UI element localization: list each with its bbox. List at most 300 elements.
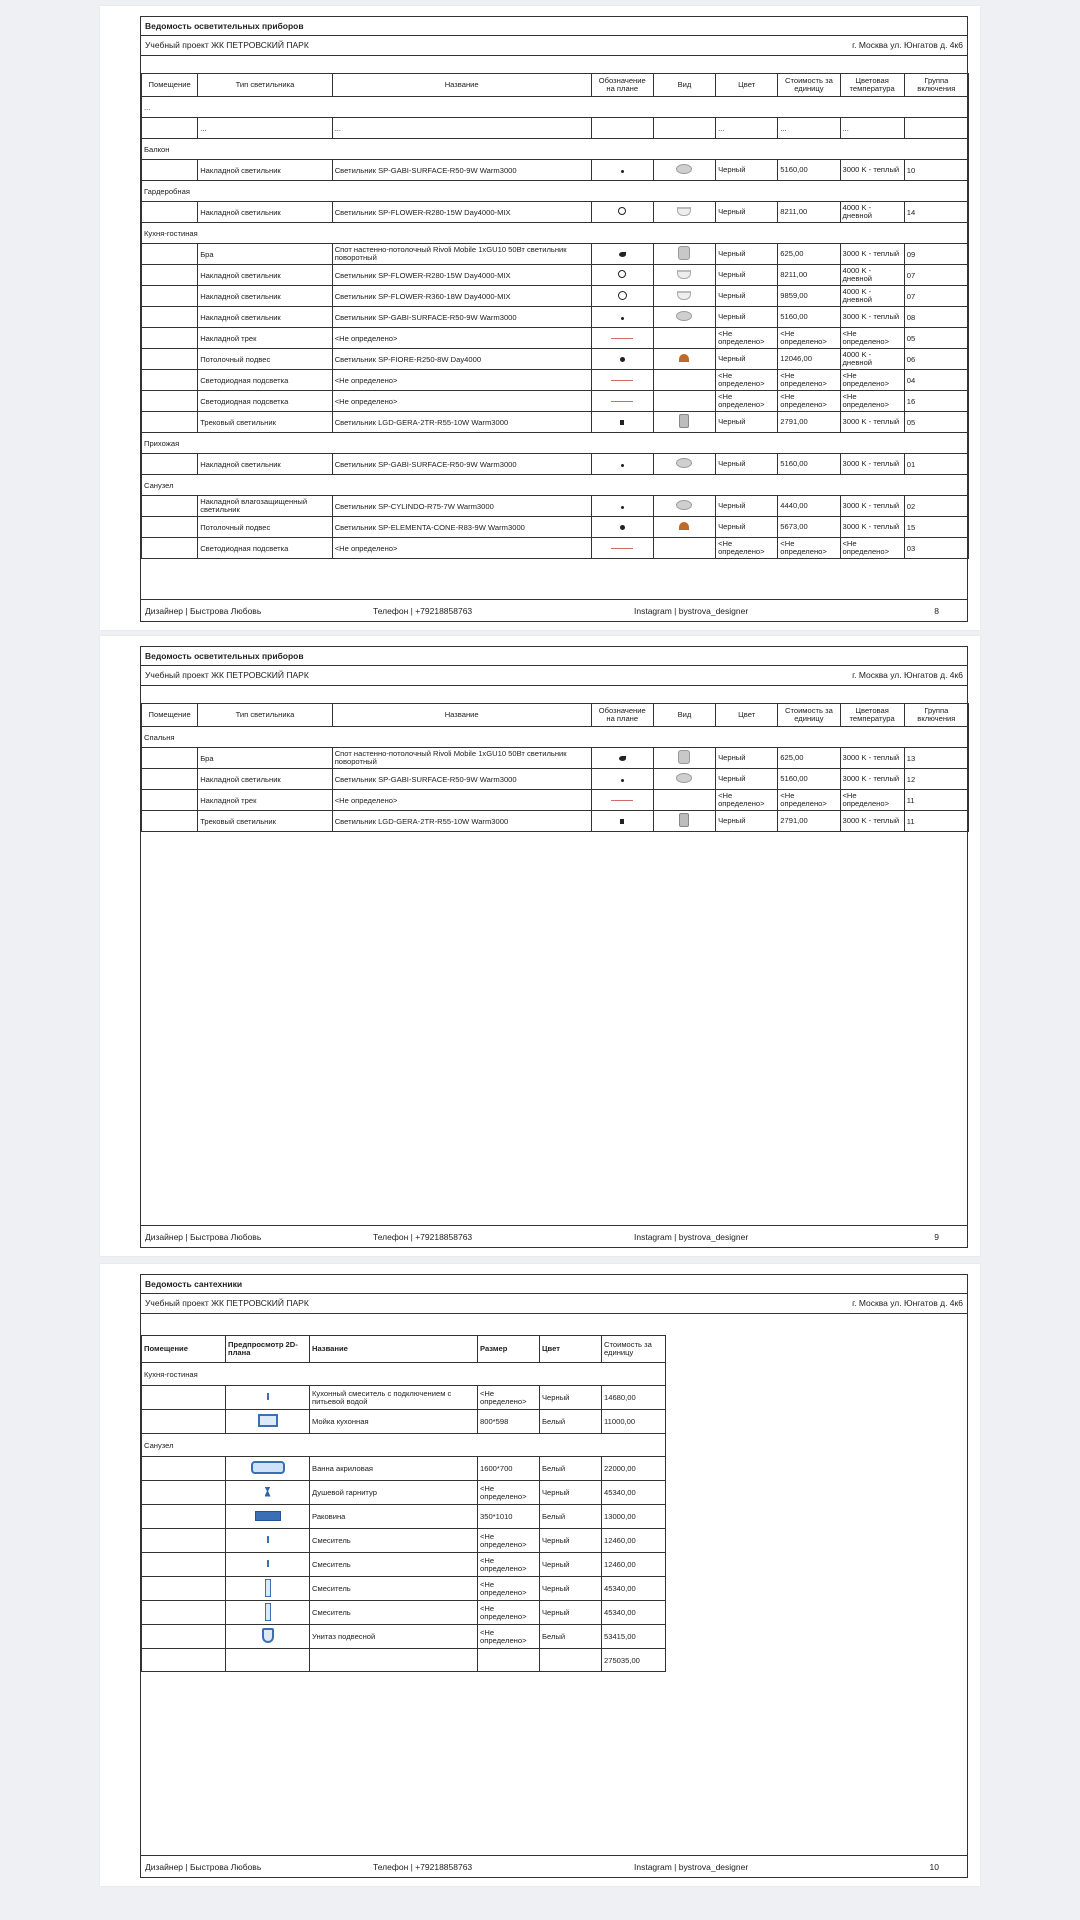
temp-cell: <Не определено> bbox=[840, 790, 904, 811]
plan-symbol-cell bbox=[591, 244, 653, 265]
plan-symbol-cell bbox=[591, 202, 653, 223]
view-cell bbox=[653, 538, 715, 559]
table-header-row bbox=[142, 74, 969, 97]
table-row bbox=[142, 328, 969, 349]
color-cell: Черный bbox=[716, 349, 778, 370]
price-cell: 5160,00 bbox=[778, 160, 840, 181]
plan-symbol-cell bbox=[591, 811, 653, 832]
color-cell: Черный bbox=[716, 307, 778, 328]
table-row bbox=[142, 496, 969, 517]
instagram-label: Instagram | bystrova_designer bbox=[634, 1862, 749, 1872]
plan-dot-symbol bbox=[621, 464, 624, 467]
table-row bbox=[142, 454, 969, 475]
table-cell bbox=[540, 1649, 602, 1672]
instagram-label: Instagram | bystrova_designer bbox=[634, 1232, 749, 1242]
fixture-type: Светодиодная подсветка bbox=[198, 370, 332, 391]
table-row bbox=[142, 412, 969, 433]
room-row bbox=[142, 139, 969, 160]
color-cell: Черный bbox=[716, 496, 778, 517]
group-cell: 15 bbox=[904, 517, 968, 538]
table-cell bbox=[226, 1649, 310, 1672]
group-cell: 07 bbox=[904, 286, 968, 307]
size-cell: <Не определено> bbox=[478, 1601, 540, 1625]
kitchen-sink-icon bbox=[258, 1414, 278, 1427]
table-row bbox=[142, 370, 969, 391]
view-cell bbox=[653, 811, 715, 832]
fixture-type: Накладной влагозащищенный светильник bbox=[198, 496, 332, 517]
table-row bbox=[142, 1601, 666, 1625]
color-cell: Белый bbox=[540, 1505, 602, 1529]
room-header: Помещение bbox=[142, 1336, 226, 1363]
price-cell: 8211,00 bbox=[778, 265, 840, 286]
group-cell: 04 bbox=[904, 370, 968, 391]
view-cell bbox=[653, 790, 715, 811]
price-cell: 625,00 bbox=[778, 748, 840, 769]
sheet-frame bbox=[140, 16, 968, 622]
room-cell bbox=[142, 1505, 226, 1529]
room-cell bbox=[142, 517, 198, 538]
price-header: Стоимость за единицу bbox=[602, 1336, 666, 1363]
price-cell: 22000,00 bbox=[602, 1457, 666, 1481]
room-cell bbox=[142, 790, 198, 811]
fixture-name: Душевой гарнитур bbox=[310, 1481, 478, 1505]
price-cell: <Не определено> bbox=[778, 370, 840, 391]
sheet-page-8 bbox=[100, 6, 980, 630]
table-cell: ... bbox=[332, 118, 591, 139]
room-row bbox=[142, 223, 969, 244]
temp-cell: 3000 K - теплый bbox=[840, 769, 904, 790]
table-row bbox=[142, 286, 969, 307]
color-cell: <Не определено> bbox=[716, 370, 778, 391]
preview-cell bbox=[226, 1529, 310, 1553]
preview-cell bbox=[226, 1577, 310, 1601]
room-header: Помещение bbox=[142, 74, 198, 97]
fixture-type: Накладной светильник bbox=[198, 202, 332, 223]
price-cell: 45340,00 bbox=[602, 1577, 666, 1601]
total-price: 275035,00 bbox=[602, 1649, 666, 1672]
table-row bbox=[142, 790, 969, 811]
group-cell: 02 bbox=[904, 496, 968, 517]
table-row bbox=[142, 1505, 666, 1529]
table-row bbox=[142, 748, 969, 769]
price-header: Стоимость за единицу bbox=[778, 704, 840, 727]
price-header: Стоимость за единицу bbox=[778, 74, 840, 97]
group-cell: 14 bbox=[904, 202, 968, 223]
fixture-name: Светильник SP-GABI-SURFACE-R50-9W Warm3000 bbox=[332, 769, 591, 790]
sheet-title: Ведомость сантехники bbox=[141, 1275, 967, 1294]
color-cell: Белый bbox=[540, 1410, 602, 1434]
phone-label: Телефон | +79218858763 bbox=[373, 1232, 473, 1242]
table-row bbox=[142, 160, 969, 181]
fixture-name: Ванна акриловая bbox=[310, 1457, 478, 1481]
table-row bbox=[142, 391, 969, 412]
phone-label: Телефон | +79218858763 bbox=[373, 1862, 473, 1872]
color-cell: Черный bbox=[540, 1553, 602, 1577]
size-cell: <Не определено> bbox=[478, 1577, 540, 1601]
table-cell: ... bbox=[716, 118, 778, 139]
project-name: Учебный проект ЖК ПЕТРОВСКИЙ ПАРК bbox=[145, 40, 309, 50]
room-cell bbox=[142, 349, 198, 370]
fixture-type: Светодиодная подсветка bbox=[198, 538, 332, 559]
fixture-name: Смеситель bbox=[310, 1529, 478, 1553]
fixture-name: <Не определено> bbox=[332, 391, 591, 412]
fixture-photo-icon bbox=[676, 773, 692, 783]
color-cell: Черный bbox=[540, 1529, 602, 1553]
room-name: Кухня-гостиная bbox=[142, 223, 969, 244]
room-row bbox=[142, 97, 969, 118]
sheet-footer bbox=[141, 1855, 967, 1878]
spotlight-photo-icon bbox=[678, 246, 690, 260]
plan-track-symbol bbox=[620, 819, 624, 824]
fixture-type: Трековый светильник bbox=[198, 811, 332, 832]
room-cell bbox=[142, 391, 198, 412]
total-row bbox=[142, 1649, 666, 1672]
table-row bbox=[142, 307, 969, 328]
table-cell bbox=[142, 1649, 226, 1672]
project-address: г. Москва ул. Юнгатов д. 4к6 bbox=[852, 40, 963, 50]
view-cell bbox=[653, 349, 715, 370]
name-header: Название bbox=[332, 704, 591, 727]
table-header-row bbox=[142, 704, 969, 727]
table-cell bbox=[904, 118, 968, 139]
plan-symbol-cell bbox=[591, 328, 653, 349]
fixture-type: Накладной светильник bbox=[198, 160, 332, 181]
view-cell bbox=[653, 454, 715, 475]
name-header: Название bbox=[310, 1336, 478, 1363]
plan-ring-symbol bbox=[618, 270, 626, 278]
group-header: Группа включения bbox=[904, 704, 968, 727]
preview-cell bbox=[226, 1457, 310, 1481]
temp-cell: <Не определено> bbox=[840, 370, 904, 391]
room-cell bbox=[142, 1553, 226, 1577]
project-name: Учебный проект ЖК ПЕТРОВСКИЙ ПАРК bbox=[145, 1298, 309, 1308]
room-cell bbox=[142, 160, 198, 181]
table-row bbox=[142, 1553, 666, 1577]
color-cell: Белый bbox=[540, 1625, 602, 1649]
name-header: Название bbox=[332, 74, 591, 97]
plan-dot-symbol bbox=[621, 170, 624, 173]
project-address: г. Москва ул. Юнгатов д. 4к6 bbox=[852, 1298, 963, 1308]
temp-cell: 3000 K - теплый bbox=[840, 517, 904, 538]
temp-cell: 3000 K - теплый bbox=[840, 412, 904, 433]
preview-cell bbox=[226, 1553, 310, 1577]
room-name: Гардеробная bbox=[142, 181, 969, 202]
color-cell: <Не определено> bbox=[716, 328, 778, 349]
color-cell: <Не определено> bbox=[716, 538, 778, 559]
view-cell bbox=[653, 286, 715, 307]
view-cell bbox=[653, 769, 715, 790]
room-cell bbox=[142, 202, 198, 223]
view-cell bbox=[653, 412, 715, 433]
plan-symbol-cell bbox=[591, 391, 653, 412]
fixture-type: Накладной светильник bbox=[198, 307, 332, 328]
table-row bbox=[142, 1529, 666, 1553]
table-row bbox=[142, 265, 969, 286]
fixture-name: Светильник SP-FLOWER-R280-15W Day4000-MIX bbox=[332, 265, 591, 286]
price-cell: 9859,00 bbox=[778, 286, 840, 307]
fixture-type: Накладной светильник bbox=[198, 454, 332, 475]
page-number: 9 bbox=[934, 1232, 939, 1242]
faucet-icon bbox=[267, 1393, 269, 1400]
room-cell bbox=[142, 286, 198, 307]
view-cell bbox=[653, 517, 715, 538]
fixture-photo-icon bbox=[676, 311, 692, 321]
faucet-icon bbox=[267, 1536, 269, 1543]
sheet-frame bbox=[140, 1274, 968, 1878]
group-cell: 12 bbox=[904, 769, 968, 790]
price-cell: 5160,00 bbox=[778, 307, 840, 328]
price-cell: 8211,00 bbox=[778, 202, 840, 223]
fixture-name: Светильник SP-FLOWER-R360-18W Day4000-MIX bbox=[332, 286, 591, 307]
view-cell bbox=[653, 496, 715, 517]
room-cell bbox=[142, 244, 198, 265]
group-cell: 05 bbox=[904, 412, 968, 433]
color-cell: Черный bbox=[716, 748, 778, 769]
group-cell: 13 bbox=[904, 748, 968, 769]
room-row bbox=[142, 1434, 666, 1457]
track-light-photo-icon bbox=[679, 414, 689, 428]
phone-label: Телефон | +79218858763 bbox=[373, 606, 473, 616]
room-name: ... bbox=[142, 97, 969, 118]
plan-dot-symbol bbox=[621, 779, 624, 782]
room-row bbox=[142, 1363, 666, 1386]
temp-cell: <Не определено> bbox=[840, 538, 904, 559]
price-cell: 45340,00 bbox=[602, 1481, 666, 1505]
price-cell: 12046,00 bbox=[778, 349, 840, 370]
fixture-name: Унитаз подвесной bbox=[310, 1625, 478, 1649]
temp-cell: 3000 K - теплый bbox=[840, 748, 904, 769]
room-cell bbox=[142, 454, 198, 475]
color-cell: <Не определено> bbox=[716, 790, 778, 811]
price-cell: <Не определено> bbox=[778, 391, 840, 412]
room-header: Помещение bbox=[142, 704, 198, 727]
size-header: Размер bbox=[478, 1336, 540, 1363]
plan-symbol-cell bbox=[591, 517, 653, 538]
size-cell: <Не определено> bbox=[478, 1553, 540, 1577]
sheet-title: Ведомость осветительных приборов bbox=[141, 647, 967, 666]
shower-set-icon bbox=[265, 1487, 271, 1497]
room-cell bbox=[142, 748, 198, 769]
fixture-type: Бра bbox=[198, 244, 332, 265]
group-cell: 03 bbox=[904, 538, 968, 559]
plan-symbol-cell bbox=[591, 769, 653, 790]
plan-symbol-cell bbox=[591, 160, 653, 181]
color-cell: Черный bbox=[716, 412, 778, 433]
plan-line-symbol bbox=[611, 380, 633, 381]
price-cell: 4440,00 bbox=[778, 496, 840, 517]
sheet-page-10 bbox=[100, 1264, 980, 1886]
plan-symbol-cell bbox=[591, 349, 653, 370]
designer-label: Дизайнер | Быстрова Любовь bbox=[145, 1862, 262, 1872]
fixture-type: Светодиодная подсветка bbox=[198, 391, 332, 412]
color-cell: Черный bbox=[716, 160, 778, 181]
group-cell: 11 bbox=[904, 811, 968, 832]
size-cell: <Не определено> bbox=[478, 1625, 540, 1649]
plan-line-symbol bbox=[611, 401, 633, 402]
temp-cell: 3000 K - теплый bbox=[840, 811, 904, 832]
plan-dot-symbol bbox=[621, 317, 624, 320]
room-name: Санузел bbox=[142, 1434, 666, 1457]
color-cell: Черный bbox=[716, 244, 778, 265]
fixture-name: Мойка кухонная bbox=[310, 1410, 478, 1434]
fixture-photo-icon bbox=[676, 164, 692, 174]
mixer-icon bbox=[265, 1579, 271, 1597]
price-cell: 11000,00 bbox=[602, 1410, 666, 1434]
spotlight-photo-icon bbox=[678, 750, 690, 764]
temp-cell: 4000 K - дневной bbox=[840, 202, 904, 223]
plan-symbol-cell bbox=[591, 370, 653, 391]
plan-symbol-cell bbox=[591, 538, 653, 559]
fixture-name: Светильник SP-GABI-SURFACE-R50-9W Warm3000 bbox=[332, 307, 591, 328]
view-cell bbox=[653, 160, 715, 181]
table-row bbox=[142, 349, 969, 370]
group-cell: 05 bbox=[904, 328, 968, 349]
view-cell bbox=[653, 391, 715, 412]
temp-cell: 3000 K - теплый bbox=[840, 454, 904, 475]
plan-symbol-cell bbox=[591, 748, 653, 769]
color-cell: Черный bbox=[716, 454, 778, 475]
plumbing-table bbox=[141, 1335, 666, 1672]
price-cell: 2791,00 bbox=[778, 412, 840, 433]
fixture-name: Спот настенно-потолочный Rivoli Mobile 1xGU10 50Вт светильник поворотный bbox=[332, 748, 591, 769]
price-cell: <Не определено> bbox=[778, 790, 840, 811]
price-cell: <Не определено> bbox=[778, 328, 840, 349]
room-name: Балкон bbox=[142, 139, 969, 160]
room-row bbox=[142, 475, 969, 496]
project-address: г. Москва ул. Юнгатов д. 4к6 bbox=[852, 670, 963, 680]
color-cell: Белый bbox=[540, 1457, 602, 1481]
group-header: Группа включения bbox=[904, 74, 968, 97]
price-cell: <Не определено> bbox=[778, 538, 840, 559]
color-cell: Черный bbox=[716, 769, 778, 790]
room-name: Прихожая bbox=[142, 433, 969, 454]
fixture-photo-icon bbox=[676, 458, 692, 468]
table-cell bbox=[653, 118, 715, 139]
plan-dot-symbol bbox=[620, 525, 625, 530]
temp-cell: 3000 K - теплый bbox=[840, 160, 904, 181]
view-cell bbox=[653, 370, 715, 391]
room-name: Кухня-гостиная bbox=[142, 1363, 666, 1386]
preview-cell bbox=[226, 1601, 310, 1625]
fixture-name: Смеситель bbox=[310, 1601, 478, 1625]
preview-cell bbox=[226, 1505, 310, 1529]
price-cell: 12460,00 bbox=[602, 1529, 666, 1553]
table-row bbox=[142, 538, 969, 559]
sheet-title: Ведомость осветительных приборов bbox=[141, 17, 967, 36]
table-cell bbox=[478, 1649, 540, 1672]
price-cell: 625,00 bbox=[778, 244, 840, 265]
designer-label: Дизайнер | Быстрова Любовь bbox=[145, 1232, 262, 1242]
sheet-frame bbox=[140, 646, 968, 1248]
plan-symbol-cell bbox=[591, 454, 653, 475]
price-cell: 5673,00 bbox=[778, 517, 840, 538]
fixture-name: <Не определено> bbox=[332, 328, 591, 349]
plan-symbol-cell bbox=[591, 307, 653, 328]
fixture-photo-icon bbox=[677, 207, 691, 216]
table-row bbox=[142, 202, 969, 223]
size-cell: <Не определено> bbox=[478, 1529, 540, 1553]
room-row bbox=[142, 181, 969, 202]
instagram-label: Instagram | bystrova_designer bbox=[634, 606, 749, 616]
room-cell bbox=[142, 265, 198, 286]
room-cell bbox=[142, 1529, 226, 1553]
room-cell bbox=[142, 307, 198, 328]
price-cell: 53415,00 bbox=[602, 1625, 666, 1649]
toilet-icon bbox=[262, 1628, 274, 1643]
pendant-photo-icon bbox=[679, 354, 689, 362]
page-number: 10 bbox=[929, 1862, 939, 1872]
room-cell bbox=[142, 496, 198, 517]
plan-symbol-cell bbox=[591, 496, 653, 517]
fixture-type: Накладной светильник bbox=[198, 286, 332, 307]
price-cell: 14680,00 bbox=[602, 1386, 666, 1410]
table-row bbox=[142, 1577, 666, 1601]
project-line bbox=[141, 1293, 967, 1314]
fixture-name: Светильник SP-ELEMENTA-CONE-R83-9W Warm3000 bbox=[332, 517, 591, 538]
color-cell: Черный bbox=[716, 202, 778, 223]
fixture-type: Бра bbox=[198, 748, 332, 769]
size-cell: 1600*700 bbox=[478, 1457, 540, 1481]
color-cell: Черный bbox=[716, 265, 778, 286]
fixture-name: Светильник LGD-GERA-2TR-R55-10W Warm3000 bbox=[332, 412, 591, 433]
view-cell bbox=[653, 328, 715, 349]
temp-cell: 3000 K - теплый bbox=[840, 244, 904, 265]
color-cell: <Не определено> bbox=[716, 391, 778, 412]
room-cell bbox=[142, 370, 198, 391]
table-row bbox=[142, 118, 969, 139]
preview-cell bbox=[226, 1625, 310, 1649]
temp-cell: 4000 K - дневной bbox=[840, 349, 904, 370]
group-cell: 11 bbox=[904, 790, 968, 811]
sheet-footer bbox=[141, 1225, 967, 1248]
color-cell: Черный bbox=[540, 1601, 602, 1625]
room-row bbox=[142, 727, 969, 748]
group-cell: 07 bbox=[904, 265, 968, 286]
size-cell: <Не определено> bbox=[478, 1481, 540, 1505]
fixture-type: Накладной светильник bbox=[198, 769, 332, 790]
table-row bbox=[142, 1410, 666, 1434]
room-cell bbox=[142, 1386, 226, 1410]
room-cell bbox=[142, 1625, 226, 1649]
sheet-page-9 bbox=[100, 636, 980, 1256]
fixture-type: Накладной светильник bbox=[198, 265, 332, 286]
size-cell: 800*598 bbox=[478, 1410, 540, 1434]
group-cell: 09 bbox=[904, 244, 968, 265]
room-cell bbox=[142, 328, 198, 349]
plan-ring-symbol bbox=[618, 207, 626, 215]
group-cell: 06 bbox=[904, 349, 968, 370]
fixture-name: Кухонный смеситель с подключением с питьевой водой bbox=[310, 1386, 478, 1410]
fixture-name: Светильник SP-FIORE-R250-8W Day4000 bbox=[332, 349, 591, 370]
table-cell: ... bbox=[198, 118, 332, 139]
room-name: Спальня bbox=[142, 727, 969, 748]
color-cell: Черный bbox=[540, 1481, 602, 1505]
fixture-name: Смеситель bbox=[310, 1577, 478, 1601]
temp-cell: 3000 K - теплый bbox=[840, 496, 904, 517]
temp-cell: 4000 K - дневной bbox=[840, 286, 904, 307]
temp-cell: <Не определено> bbox=[840, 391, 904, 412]
designer-label: Дизайнер | Быстрова Любовь bbox=[145, 606, 262, 616]
fixture-name: Спот настенно-потолочный Rivoli Mobile 1xGU10 50Вт светильник поворотный bbox=[332, 244, 591, 265]
project-line bbox=[141, 665, 967, 686]
table-cell bbox=[310, 1649, 478, 1672]
room-cell bbox=[142, 1601, 226, 1625]
room-cell bbox=[142, 1457, 226, 1481]
fixture-photo-icon bbox=[676, 500, 692, 510]
fixture-name: Светильник SP-FLOWER-R280-15W Day4000-MIX bbox=[332, 202, 591, 223]
group-cell: 16 bbox=[904, 391, 968, 412]
view-cell bbox=[653, 265, 715, 286]
